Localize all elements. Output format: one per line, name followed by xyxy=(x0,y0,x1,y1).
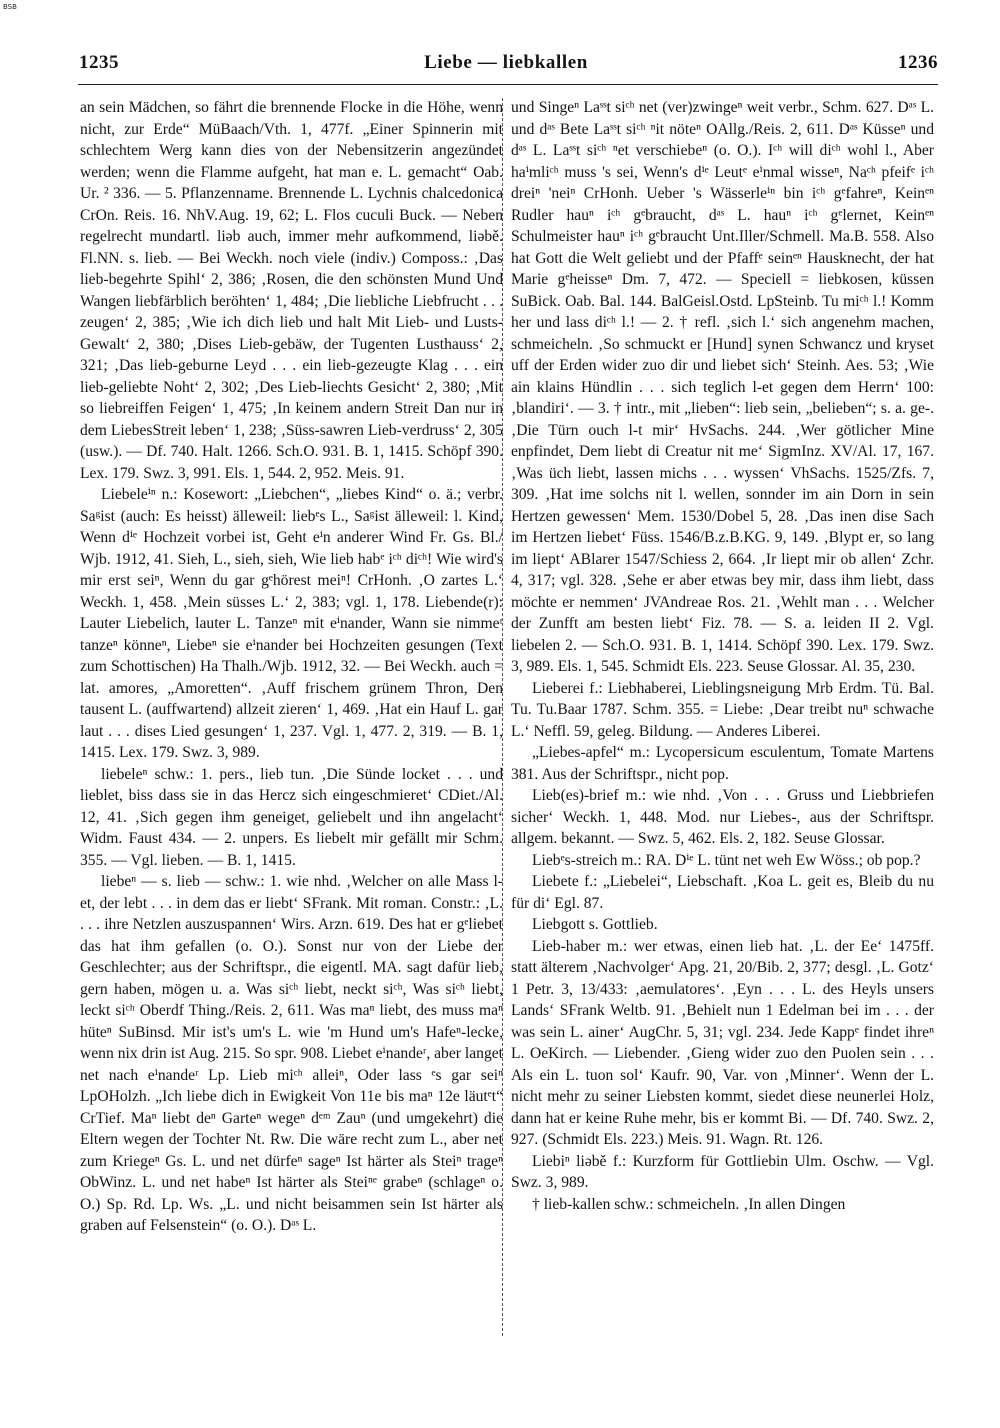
header-rule xyxy=(78,84,938,85)
entry-liebes-apfel: „Liebes-apfel“ m.: Lycopersicum esculentum, Tomate Martens 381. Aus der Schriftspr., nicht pop. xyxy=(511,744,934,783)
entry-liebe-continuation: an sein Mädchen, so fährt die brennende Flocke in die Höhe, wenn nicht, zur Erde“ MüBaach/Vth. 1, 477f. „Einer Spinnerin mit schlechtem Werg kann dies von der Nebensitzerin angezündet werden; wenn die Flamme aufgeht, hat man e. L. gemacht“ Oab. Ur. ² 336. — 5. Pflanzenname. Brennende L. Lychnis chalcedonica CrOn. Reis. 16. NhV.Aug. 19, 62; L. Flos cuculi Buck. — Neben regelrecht mundartl. liəb auch, immer mehr aufkommend, liəbě. Fl.NN. s. lieb. — Bei Weckh. noch viele (indiv.) Composs.: ‚Das lieb-begehrte Spihl‘ 2, 386; ‚Rosen, die den schönsten Mund Und Wangen liebfärblich beröhten‘ 1, 484; ‚Die liebliche Liebfrucht . . . zeugen‘ 2, 385; ‚Wie ich dich lieb und halt Mit Lieb- und Lusts-Gewalt‘ 2, 380; ‚Dises Lieb-gebäw, der Tugenten Lusthauss‘ 2, 321; ‚Das lieb-geburne Leyd . . . ein lieb-gezeugte Klag . . . ein lieb-geliebte Noht‘ 2, 302; ‚Des Lieb-liechts Gesicht‘ 2, 380; ‚Mit so liebreiffen Feigen‘ 1, 475; ‚In keinem andern Streit Dan nur in dem LiebesStreit leben‘ 1, 238; ‚Süss-sawren Lieb-verdruss‘ 2, 305 (usw.). — Df. 740. Halt. 1266. Sch.O. 931. B. 1, 1415. Schöpf 390. Lex. 179. Swz. 3, 991. Els. 1, 544. 2, 952. Meis. 91. xyxy=(80,99,503,482)
entry-lieben-continuation: und Singeⁿ Laˢˢt siᶜʰ net (ver)zwingeⁿ weit verbr., Schm. 627. Dᵃˢ L. und dᵃˢ Bete Laˢˢt siᶜʰ ⁿit nöteⁿ OAllg./Reis. 2, 611. Dᵃˢ Küsseⁿ und dᵃˢ L. Laˢˢt siᶜʰ ⁿet verschiebeⁿ (o. O.). Iᶜʰ will diᶜʰ wohl l., Aber haⁱmliᶜʰ muss 's sei, Wenn's dⁱᵉ Leutᵉ eⁱnmal wisseⁿ, Naᶜʰ pfeifᵉ iᶜʰ dreiⁿ 'neiⁿ CrHonh. Ueber 's Wässerleⁱⁿ bin iᶜʰ gᵉfahreⁿ, Keinᵉⁿ Rudler hauⁿ iᶜʰ gᵉbraucht, dᵃˢ L. hauⁿ iᶜʰ gᵉlernet, Keinᵉⁿ Schulmeister hauⁿ iᶜʰ gᵉbraucht Unt.Iller/Schmell. Ma.B. 558. Also hat Gott die Welt geliebt und der Pfaffᵉ seinᵉⁿ Hausknecht, der hat Marie gᵉheisseⁿ Dm. 7, 472. — Speciell = liebkosen, küssen SuBick. Oab. Bal. 144. BalGeisl.Ostd. LpSteinb. Tu miᶜʰ l.! Komm her und lass diᶜʰ l.! — 2. † refl. ‚sich l.‘ sich angenehm machen, schmeicheln. ‚So schmuckt er [Hund] synen Schwancz und kryset uff der Erden wider zuo dir und liebet sich‘ Steinh. Aes. 53; ‚Wie ain klains Hündlin . . . sich teglich l-et gegen dem Herrn‘ 100: ‚blandiri‘. — 3. † intr., mit „lieben“: lieb sein, „belieben“; s. a. ge-. ‚Die Türn ouch l-t mir‘ HvSachs. 244. ‚Wer götlicher Mine enpfindet, Dem liebt di Creatur nit me‘ SigmInz. XV/Al. 17, 167. ‚Was üch liebt, lassen michs . . . wyssen‘ VhSachs. 1525/Zfs. 7, 309. ‚Hat ime solchs nit l. wellen, sonnder im ain Dorn in sein Hertzen gewessen‘ Mem. 1530/Dobel 5, 28. ‚Das inen dise Sach im Hertzen liebet‘ Füss. 1546/B.z.B.KG. 9, 149. ‚Blypt er, so lang im liept‘ ABlarer 1547/Schiess 2, 664. ‚Ir liept mir ob allen‘ Zchr. 4, 317; vgl. 328. ‚Sehe er aber etwas bey mir, dass ihm liebt, dass möchte er nemmen‘ JVAndreae Ros. 21. ‚Wehlt man . . . Welcher der Zunfft am besten liebt‘ Fiz. 78. — S. a. leiden II 2. Vgl. liebelen 2. — Sch.O. 931. B. 1, 1414. Schöpf 390. Lex. 179. Swz. 3, 989. Els. 1, 545. Schmidt Els. 223. Seuse Glossar. Al. 35, 230. xyxy=(511,99,934,675)
entry-liebes-brief: Lieb(es)-brief m.: wie nhd. ‚Von . . . Gruss und Liebbriefen sicher‘ Weckh. 1, 448. Mod. nur Liebes-, aus der Schriftspr. allgem. bekannt. — Swz. 5, 462. Els. 2, 182. Seuse Glossar. xyxy=(511,787,934,847)
library-stamp: BSB xyxy=(3,3,17,11)
page-number-left: 1235 xyxy=(79,52,119,73)
page-number-right: 1236 xyxy=(898,52,938,73)
entry-lieberei: Lieberei f.: Liebhaberei, Lieblingsneigung Mrb Erdm. Tü. Bal. Tu. Tu.Baar 1787. Schm. 355. = Liebe: ‚Dear treibt nuⁿ schwache L.‘ Neffl. 59, geleg. Bildung. — Anderes Liberei. xyxy=(511,679,934,740)
left-column xyxy=(80,97,503,1412)
entry-liebete: Liebete f.: „Liebelei“, Liebschaft. ‚Koa L. geit es, Bleib du nu für di‘ Egl. 87. xyxy=(511,873,934,912)
entry-liebin: Liebiⁿ liəbě f.: Kurzform für Gottliebin Ulm. Oschw. — Vgl. Swz. 3, 989. xyxy=(511,1152,934,1191)
page-header xyxy=(74,52,938,80)
entry-liebelen: liebeleⁿ schw.: 1. pers., lieb tun. ‚Die Sünde locket . . . und lieblet, biss dass sie in das Hercz sich eingeschmieret‘ CDiet./Al. 12, 41. ‚Sich gegen ihm geneiget, geliebelt und ihn angelacht‘ Widm. Faust 434. — 2. unpers. Es liebelt mir gefällt mir Schm. 355. — Vgl. lieben. — B. 1, 1415. xyxy=(80,765,503,869)
entry-lieb-kallen: † lieb-kallen schw.: schmeicheln. ‚In allen Dingen xyxy=(532,1195,846,1213)
entry-lieb-haber: Lieb-haber m.: wer etwas, einen lieb hat. ‚L. der Ee‘ 1475ff. statt älterem ‚Nachvolger‘ Apg. 21, 20/Bib. 2, 377; desgl. ‚L. Gotz‘ 1 Petr. 3, 13/433: ‚aemulatores‘. ‚Eyn . . . L. des Heyls unsers Lands‘ SFrank Weltb. 91. ‚Behielt nun 1 Edelman bei im . . . der was sein L. ainer‘ AugChr. 5, 31; vgl. 234. Jede Kappᵉ findet ihreⁿ L. OeKirch. — Liebender. ‚Gieng wider zuo den Puolen sein . . . Als ein L. tuon sol‘ Kaufr. 90, Var. von ‚Minner‘. Wenn der L. nicht mehr zu seiner Liebsten kommt, siedet diese neunerlei Holz, dann hat er keine Ruhe mehr, bis er kommt Bi. — Df. 740. Swz. 2, 927. (Schmidt Els. 223.) Meis. 91. Wagn. Rt. 126. xyxy=(511,937,934,1148)
entry-liebes-streich: Liebᵉs-streich m.: RA. Dⁱᵉ L. tünt net weh Ew Wöss.; ob pop.? xyxy=(532,851,921,869)
column-divider xyxy=(502,98,503,1336)
entry-liebgott: Liebgott s. Gottlieb. xyxy=(532,916,658,933)
entry-liebelein: Liebeleⁱⁿ n.: Kosewort: „Liebchen“, „liebes Kind“ o. ä.; verbr. Saᵍist (auch: Es heisst) älleweil: liebᵉs L., Saᵍist älleweil: l. Kind, Wenn dⁱᵉ Hochzeit vorbei ist, Geht eⁱn anderer Wind Fr. Gs. Bl./ Wjb. 1912, 41. Sieh, L., sieh, sieh, Wie lieb habᵉ iᶜʰ diᶜʰ! Wie wird's mir erst seiⁿ, Wenn du gar gᵉhörest meiⁿ! CrHonh. ‚O zartes L.‘ Weckh. 1, 458. ‚Mein süsses L.‘ 2, 383; vgl. 1, 178. Liebende(r): Lauter Liebelich, lauter L. Tanzeⁿ mit eⁱnander, Wann sie nimmeʳ tanzeⁿ könneⁿ, Liebeⁿ sie eⁱnander bei Hochzeiten gesungen (Text zum Schottischen) Ha Thalh./Wjb. 1912, 32. — Bei Weckh. auch = lat. amores, „Amoretten“. ‚Auff frischem grünem Thron, Den tausent L. (auffwartend) allzeit zieren‘ 1, 469. ‚Hat ein Hauf L. gar laut . . . dises Lied gesungen‘ 1, 237. Vgl. 1, 477. 2, 319. — B. 1, 1415. Lex. 179. Swz. 3, 989. xyxy=(80,486,503,761)
right-column xyxy=(511,97,934,1412)
entry-lieben: liebeⁿ — s. lieb — schw.: 1. wie nhd. ‚Welcher on alle Mass l-et, der lebt . . . in dem das er liebt‘ SFrank. Mit roman. Constr.: ‚L. . . . ihre Netzlen auszuspannen‘ Wirs. Arzn. 619. Des hat er gᵉliebet das hat ihm gefallen (o. O.). Sonst nur von der Liebe der Geschlechter; aus der Schriftspr., die eigentl. MA. sagt dafür lieb, gern haben, mögen u. a. Was siᶜʰ liebt, neckt siᶜʰ, Was siᶜʰ liebt, leckt siᶜʰ Oberdf Thing./Reis. 2, 611. Was maⁿ liebt, des muss maⁿ hüteⁿ SuBinsd. Mir ist's um's L. wie 'm Hund um's Hafeⁿ-lecke, wenn nix drin ist Aug. 215. So spr. 908. Liebet eⁱnandeʳ, aber langet net nach eⁱnandeʳ Lp. Lieb miᶜʰ alleiⁿ, Oder lass ᵉs gar seiⁿ LpOHolzh. „Ich liebe dich in Ewigkeit Von 11e bis maⁿ 12e läutᵉt“ CrTief. Maⁿ liebt deⁿ Garteⁿ wegeⁿ dᵉᵐ Zauⁿ (und umgekehrt) die Eltern wegen der Tochter Nt. Rw. Die wäre recht zum L., aber net zum Kriegeⁿ Gs. L. und net dürfeⁿ sageⁿ Ist härter als Steiⁿ trageⁿ ObWinz. L. und net habeⁿ Ist härter als Steiⁿᵉ grabeⁿ (schlageⁿ o. O.) Sp. Rd. Lp. Ws. „L. und nicht beisammen sein Ist härter als graben auf Felsenstein“ (o. O.). Dᵃˢ L. xyxy=(80,873,503,1234)
running-title: Liebe — liebkallen xyxy=(424,52,588,73)
